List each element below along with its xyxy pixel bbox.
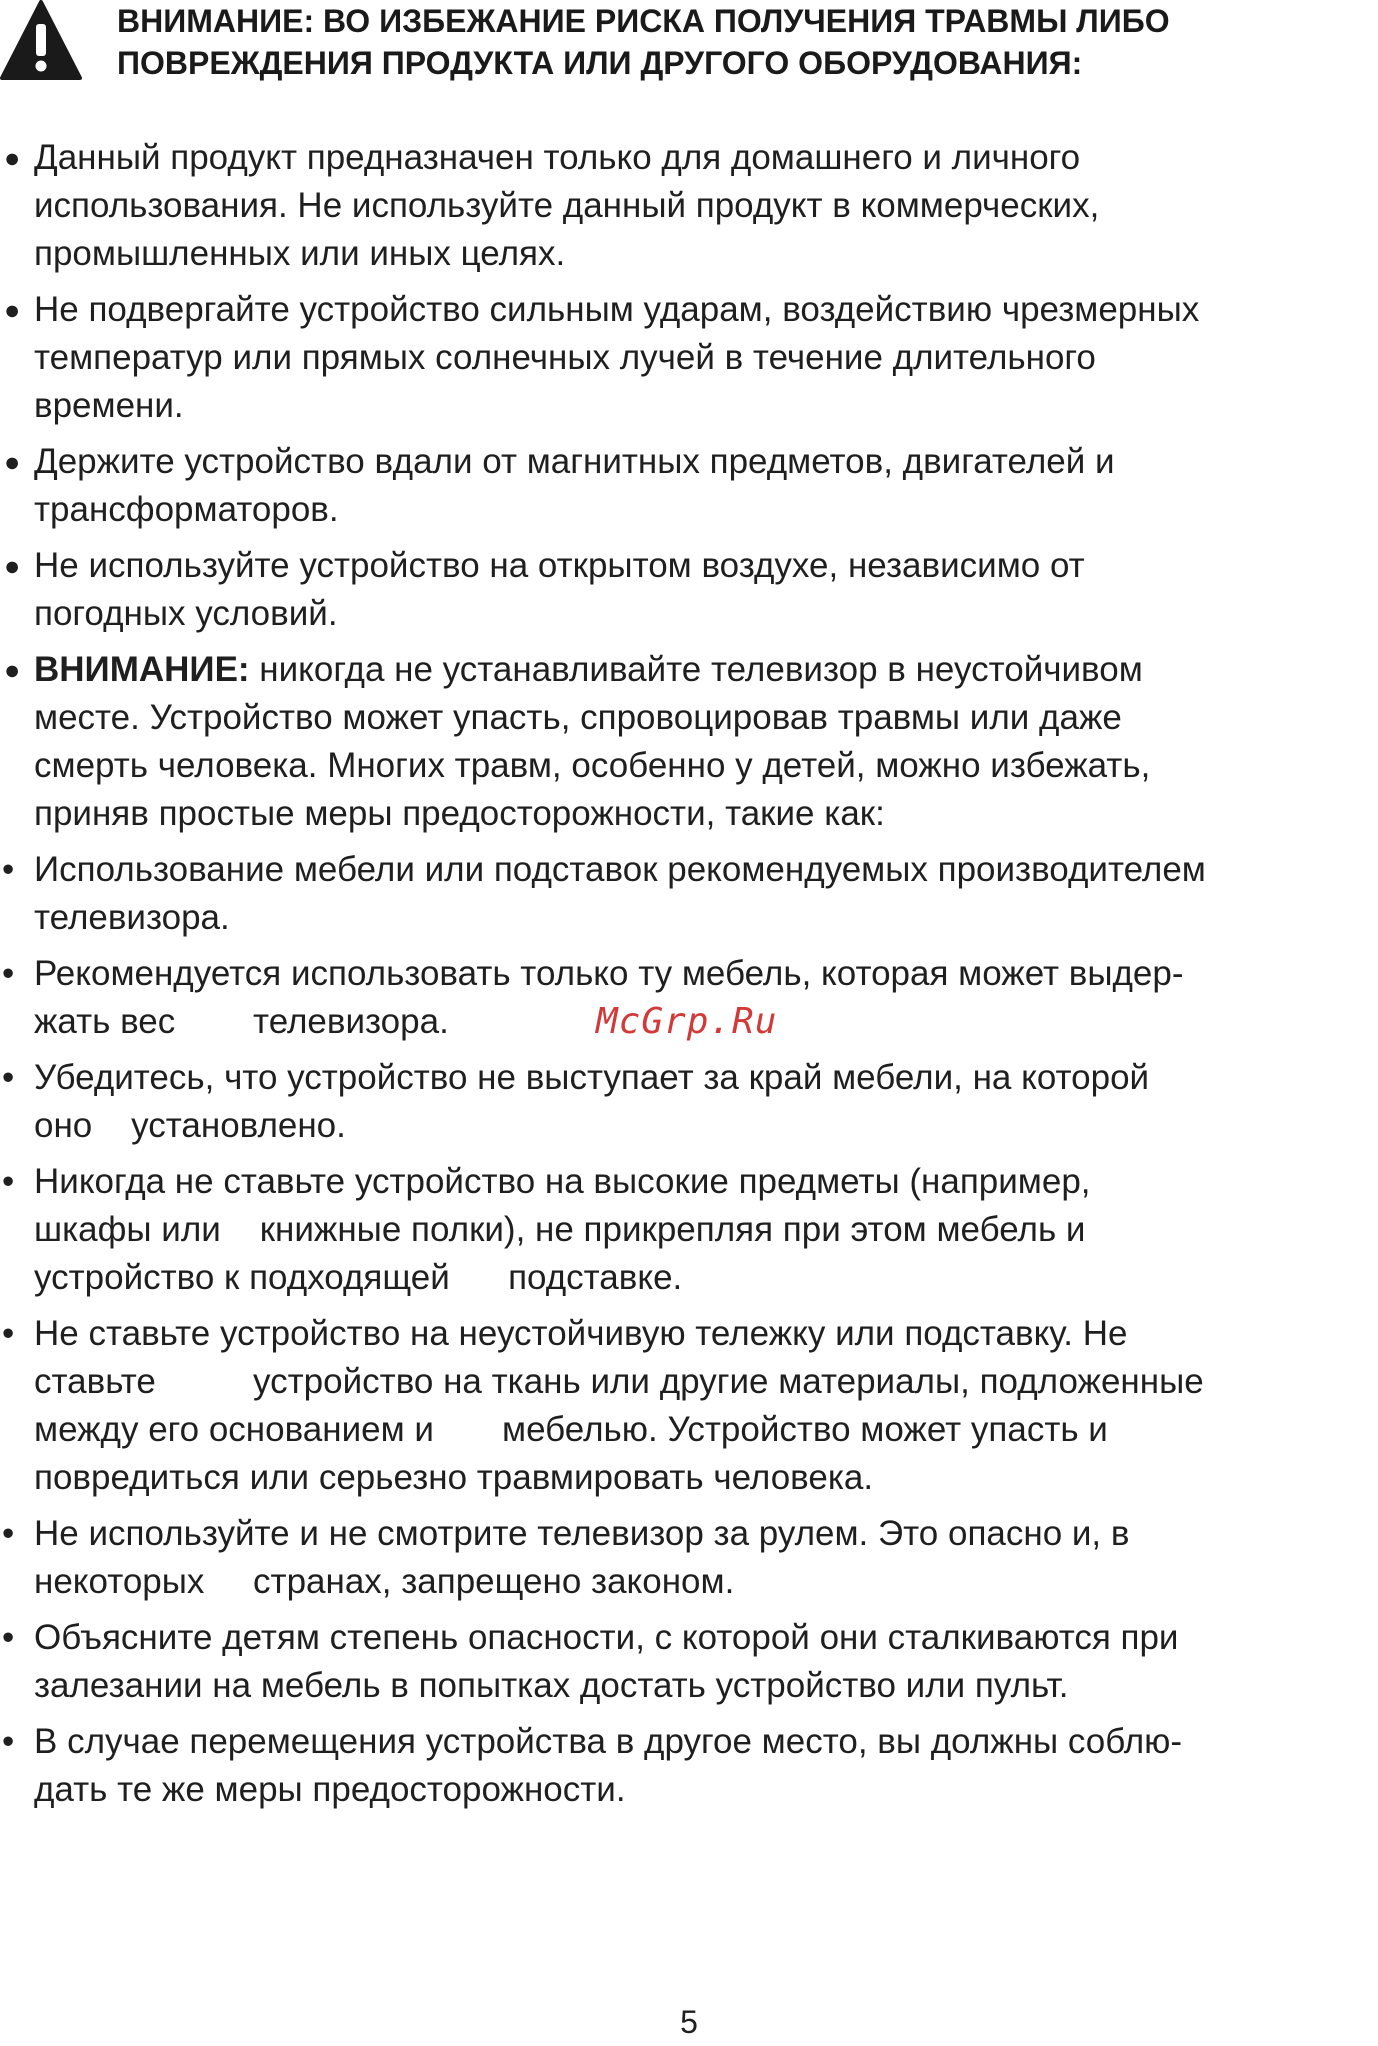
list-item-line: Данный продукт предназначен только для домашнего и личного <box>34 138 1081 177</box>
list-item-line: устройство к подходящей подставке. <box>34 1258 683 1297</box>
safety-instructions-list <box>0 134 1378 1822</box>
warning-title-line-1: ВНИМАНИЕ: ВО ИЗБЕЖАНИЕ РИСКА ПОЛУЧЕНИЯ ТРАВМЫ ЛИБО <box>117 3 1170 39</box>
bullet-marker: • <box>2 1058 15 1097</box>
list-item-line: повредиться или серьезно травмировать человека. <box>34 1458 874 1497</box>
bullet-marker: • <box>2 1314 15 1353</box>
list-item <box>0 646 1378 838</box>
list-item-line: Не используйте устройство на открытом воздухе, независимо от <box>34 546 1085 585</box>
list-item-line: некоторых странах, запрещено законом. <box>34 1562 735 1601</box>
list-item <box>0 542 1378 638</box>
list-item <box>0 134 1378 278</box>
list-item <box>0 438 1378 534</box>
list-item-line: погодных условий. <box>34 594 338 633</box>
attention-label: ВНИМАНИЕ: <box>34 650 250 689</box>
list-item-line: оно установлено. <box>34 1106 346 1145</box>
list-item-line: смерть человека. Многих травм, особенно у детей, можно избежать, <box>34 746 1151 785</box>
list-item-line: Не используйте и не смотрите телевизор за рулем. Это опасно и, в <box>34 1514 1130 1553</box>
bullet-marker: ● <box>4 143 21 173</box>
list-item <box>0 1310 1378 1502</box>
list-item-line <box>34 646 1378 694</box>
list-item-line: телевизора. <box>34 898 230 937</box>
bullet-marker: • <box>2 1162 15 1201</box>
list-item-line: залезании на мебель в попытках достать устройство или пульт. <box>34 1666 1069 1705</box>
list-item-line: шкафы или книжные полки), не прикрепляя при этом мебель и <box>34 1210 1086 1249</box>
bullet-marker: • <box>2 1722 15 1761</box>
list-item-line: Убедитесь, что устройство не выступает за край мебели, на которой <box>34 1058 1150 1097</box>
list-item <box>0 286 1378 430</box>
list-item-line: времени. <box>34 386 184 425</box>
list-item <box>0 1510 1378 1606</box>
list-item <box>0 1718 1378 1814</box>
list-item-line: В случае перемещения устройства в другое место, вы должны соблю- <box>34 1722 1183 1761</box>
bullet-marker: • <box>2 954 15 993</box>
bullet-marker: ● <box>4 295 21 325</box>
list-item-line: между его основанием и мебелью. Устройство может упасть и <box>34 1410 1108 1449</box>
list-item-line: Держите устройство вдали от магнитных предметов, двигателей и <box>34 442 1115 481</box>
bullet-marker: ● <box>4 551 21 581</box>
bullet-marker: • <box>2 850 15 889</box>
bullet-marker: • <box>2 1618 15 1657</box>
list-item-line: трансформаторов. <box>34 490 339 529</box>
list-item-line: месте. Устройство может упасть, спровоцировав травмы или даже <box>34 698 1122 737</box>
list-item-line: Никогда не ставьте устройство на высокие предметы (например, <box>34 1162 1091 1201</box>
list-item-line: приняв простые меры предосторожности, такие как: <box>34 794 885 833</box>
bullet-marker: • <box>2 1514 15 1553</box>
list-item-line: жать вес телевизора. <box>34 1002 449 1041</box>
list-item-line: Объясните детям степень опасности, с которой они сталкиваются при <box>34 1618 1179 1657</box>
warning-triangle-icon <box>0 0 82 80</box>
list-item <box>0 1158 1378 1302</box>
list-item-line: Использование мебели или подставок рекомендуемых производителем <box>34 850 1206 889</box>
page-number: 5 <box>680 2004 698 2040</box>
bullet-marker: ● <box>4 655 21 685</box>
list-item-line: ставьте устройство на ткань или другие материалы, подложенные <box>34 1362 1204 1401</box>
list-item-line: промышленных или иных целях. <box>34 234 566 273</box>
bullet-marker: ● <box>4 447 21 477</box>
list-item <box>0 846 1378 942</box>
warning-title-line-2: ПОВРЕЖДЕНИЯ ПРОДУКТА ИЛИ ДРУГОГО ОБОРУДОВАНИЯ: <box>117 45 1083 81</box>
list-item <box>0 1614 1378 1710</box>
warning-title <box>117 0 1347 84</box>
list-item-line: использования. Не используйте данный продукт в коммерческих, <box>34 186 1100 225</box>
list-item-line: Не подвергайте устройство сильным ударам, воздействию чрезмерных <box>34 290 1200 329</box>
list-item-line: Не ставьте устройство на неустойчивую тележку или подставку. Не <box>34 1314 1128 1353</box>
list-item-line: температур или прямых солнечных лучей в течение длительного <box>34 338 1096 377</box>
list-item-line: Рекомендуется использовать только ту мебель, которая может выдер- <box>34 954 1184 993</box>
list-item-line: дать те же меры предосторожности. <box>34 1770 626 1809</box>
watermark: McGrp.Ru <box>596 1001 778 1042</box>
list-item-text: никогда не устанавливайте телевизор в неустойчивом <box>249 650 1143 689</box>
list-item <box>0 1054 1378 1150</box>
warning-header <box>0 0 1378 90</box>
